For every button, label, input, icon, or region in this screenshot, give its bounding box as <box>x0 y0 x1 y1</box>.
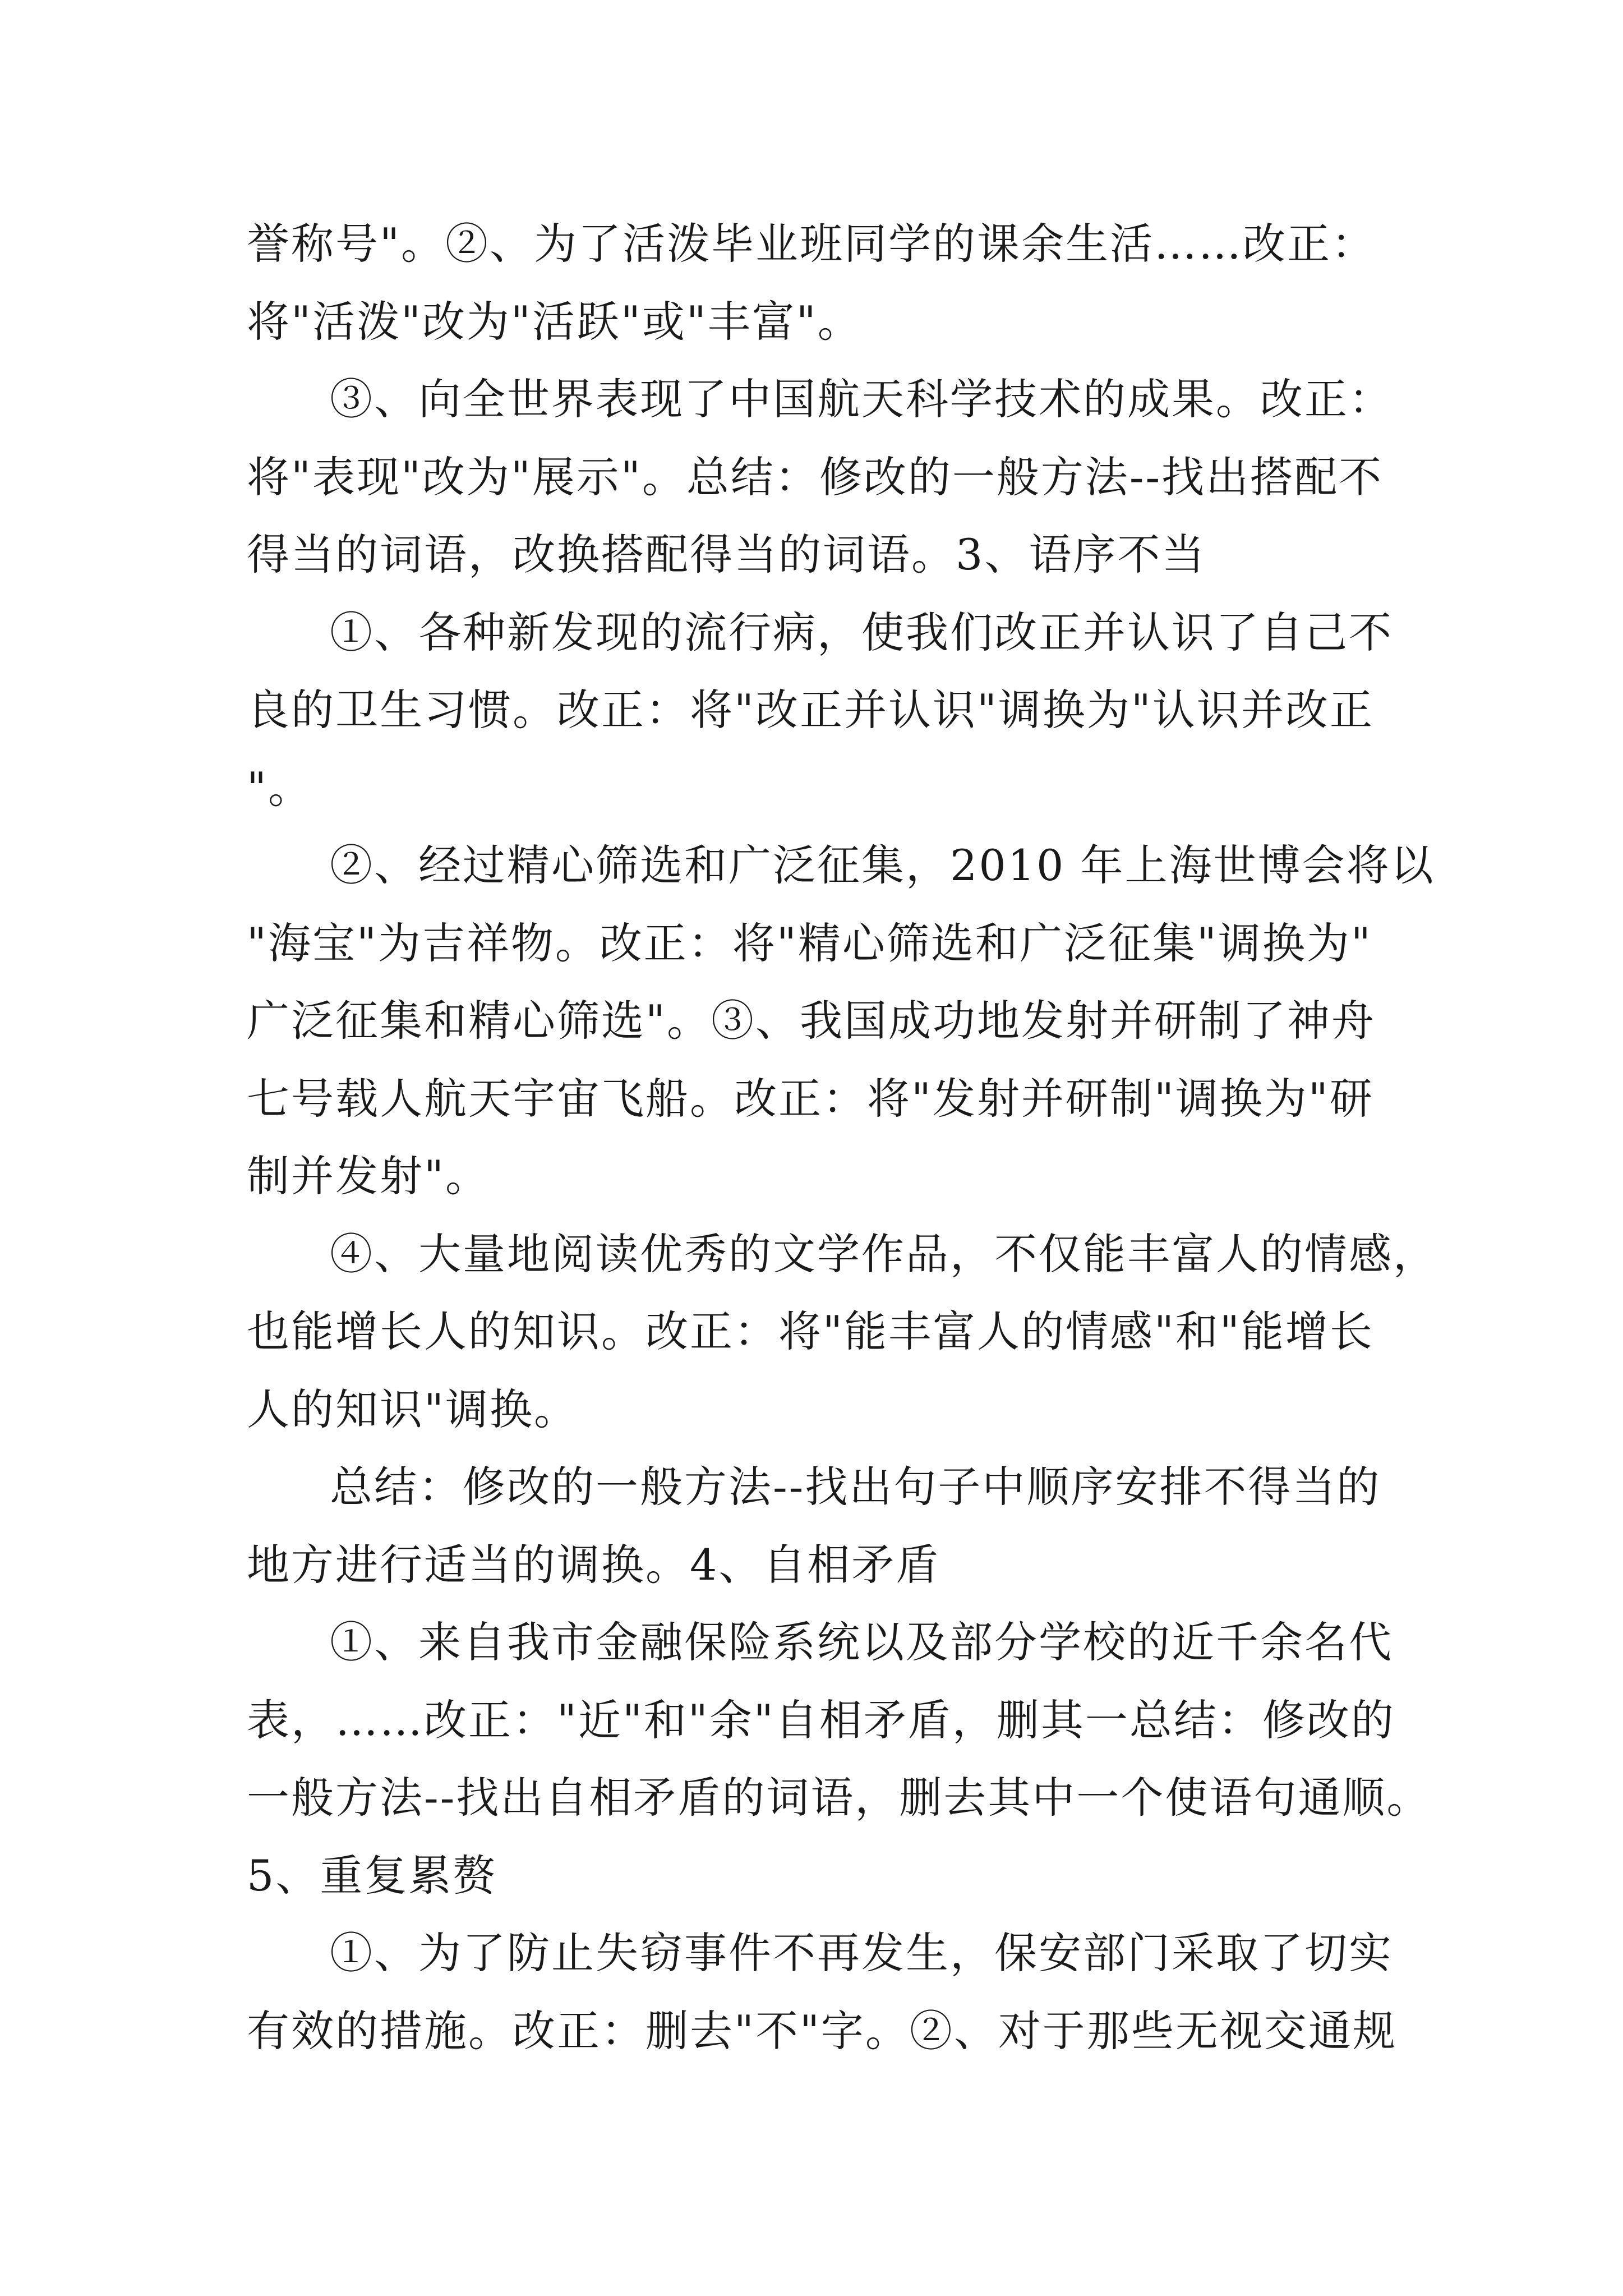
text-line-10: "海宝"为吉祥物。改正：将"精心筛选和广泛征集"调换为" <box>247 918 1372 968</box>
text-line-22: 5、重复累赘 <box>247 1850 497 1901</box>
text-line-18: 地方进行适当的调换。4、自相矛盾 <box>247 1539 940 1590</box>
text-line-5: 得当的词语，改换搭配得当的词语。3、语序不当 <box>247 530 1206 579</box>
text-line-14: ④、大量地阅读优秀的文学作品，不仅能丰富人的情感， <box>330 1228 1437 1279</box>
text-line-21: 一般方法--找出自相矛盾的词语，删去其中一个使语句通顺。 <box>247 1773 1431 1823</box>
text-line-4: 将"表现"改为"展示"。总结：修改的一般方法--找出搭配不 <box>247 452 1384 502</box>
text-line-13: 制并发射"。 <box>247 1151 490 1201</box>
text-line-8: "。 <box>247 762 312 813</box>
body-text <box>247 205 1437 2070</box>
text-line-23: ①、为了防止失窃事件不再发生，保安部门采取了切实 <box>330 1928 1393 1978</box>
text-line-1: 誉称号"。②、为了活泼毕业班同学的课余生活……改正： <box>247 219 1376 269</box>
text-line-3: ③、向全世界表现了中国航天科学技术的成果。改正： <box>330 374 1393 424</box>
text-line-17: 总结：修改的一般方法--找出句子中顺序安排不得当的 <box>330 1462 1381 1512</box>
text-line-11: 广泛征集和精心筛选"。③、我国成功地发射并研制了神舟 <box>247 996 1376 1046</box>
text-line-6: ①、各种新发现的流行病，使我们改正并认识了自己不 <box>330 607 1393 657</box>
text-line-24: 有效的措施。改正：删去"不"字。②、对于那些无视交通规 <box>247 2005 1397 2056</box>
text-line-19: ①、来自我市金融保险系统以及部分学校的近千余名代 <box>330 1617 1393 1667</box>
text-line-2: 将"活泼"改为"活跃"或"丰富"。 <box>247 296 862 347</box>
text-line-20: 表，……改正："近"和"余"自相矛盾，删其一总结：修改的 <box>247 1695 1395 1745</box>
text-line-9: ②、经过精心筛选和广泛征集，2010 年上海世博会将以 <box>330 840 1435 890</box>
text-line-12: 七号载人航天宇宙飞船。改正：将"发射并研制"调换为"研 <box>247 1073 1374 1124</box>
text-line-16: 人的知识"调换。 <box>247 1384 578 1434</box>
text-line-15: 也能增长人的知识。改正：将"能丰富人的情感"和"能增长 <box>247 1306 1374 1356</box>
text-line-7: 良的卫生习惯。改正：将"改正并认识"调换为"认识并改正 <box>247 685 1374 735</box>
